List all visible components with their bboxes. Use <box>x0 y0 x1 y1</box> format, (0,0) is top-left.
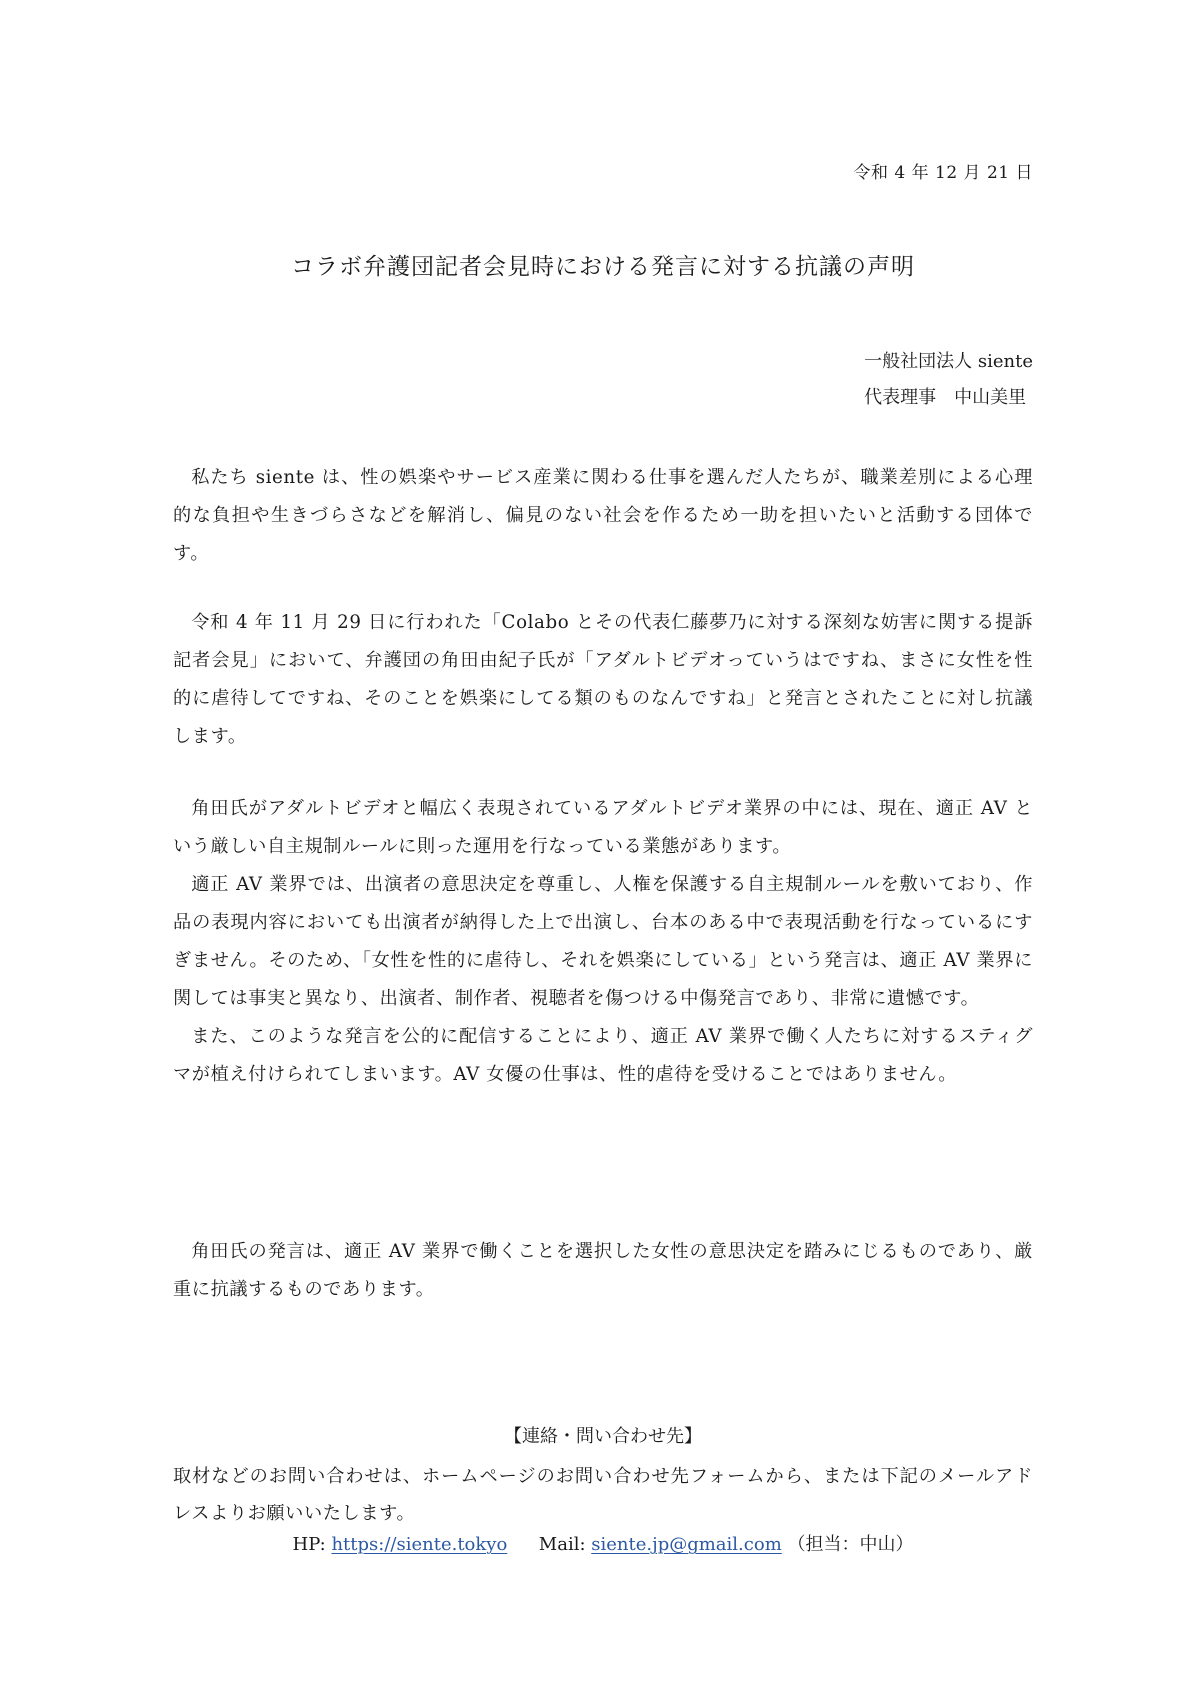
homepage-link[interactable]: https://siente.tokyo <box>331 1534 508 1555</box>
paragraph-text: 適正 AV 業界では、出演者の意思決定を尊重し、人権を保護する自主規制ルールを敷いており、作品の表現内容においても出演者が納得した上で出演し、台本のある中で表現活動を行なっているにすぎません。そのため、「女性を性的に虐待し、それを娯楽にしている」という発言は、適正 AV 業界に関しては事実と異なり、出演者、制作者、視聴者を傷つける中傷発言であり、非常に遺憾です。 <box>173 874 1033 1009</box>
paragraph-text: 角田氏がアダルトビデオと幅広く表現されているアダルトビデオ業界の中には、現在、適正 AV という厳しい自主規制ルールに則った運用を行なっている業態があります。 <box>173 798 1033 857</box>
issuer-block <box>864 344 1033 416</box>
paragraph-text: また、このような発言を公的に配信することにより、適正 AV 業界で働く人たちに対するスティグマが植え付けられてしまいます。AV 女優の仕事は、性的虐待を受けることではありません。 <box>173 1026 1033 1085</box>
contact-links <box>173 1530 1033 1556</box>
issuer-organization: 一般社団法人 siente <box>864 351 1033 372</box>
email-link[interactable]: siente.jp@gmail.com <box>591 1534 782 1555</box>
paragraph-text: 角田氏の発言は、適正 AV 業界で働くことを選択した女性の意思決定を踏みにじるものであり、厳重に抗議するものであります。 <box>173 1241 1033 1300</box>
paragraph-intro <box>173 459 1033 573</box>
document-date: 令和 4 年 12 月 21 日 <box>853 163 1033 183</box>
contact-text: 取材などのお問い合わせは、ホームページのお問い合わせ先フォームから、または下記のメールアドレスよりお願いいたします。 <box>173 1466 1033 1524</box>
document-title: コラボ弁護団記者会見時における発言に対する抗議の声明 <box>291 254 915 280</box>
paragraph-conclusion <box>173 1233 1033 1309</box>
paragraph-text: 令和 4 年 11 月 29 日に行われた「Colabo とその代表仁藤夢乃に対する深刻な妨害に関する提訴記者会見」において、弁護団の角田由紀子氏が「アダルトビデオっていうはですね、まさに女性を性的に虐待してですね、そのことを娯楽にしてる類のものなんですね」と発言とされたことに対し抗議します。 <box>173 612 1033 747</box>
contact-person: （担当：中山） <box>787 1534 914 1555</box>
mail-label: Mail: <box>538 1534 586 1555</box>
hp-label: HP: <box>292 1534 326 1555</box>
issuer-representative: 代表理事 中山美里 <box>864 387 1027 408</box>
paragraph-protest <box>173 604 1033 756</box>
document-page <box>173 0 1033 1696</box>
contact-heading: 【連絡・問い合わせ先】 <box>504 1426 702 1447</box>
paragraph-text: 私たち siente は、性の娯楽やサービス産業に関わる仕事を選んだ人たちが、職業差別による心理的な負担や生きづらさなどを解消し、偏見のない社会を作るため一助を担いたいと活動する団体です。 <box>173 467 1033 564</box>
paragraph-industry <box>173 790 1033 1094</box>
